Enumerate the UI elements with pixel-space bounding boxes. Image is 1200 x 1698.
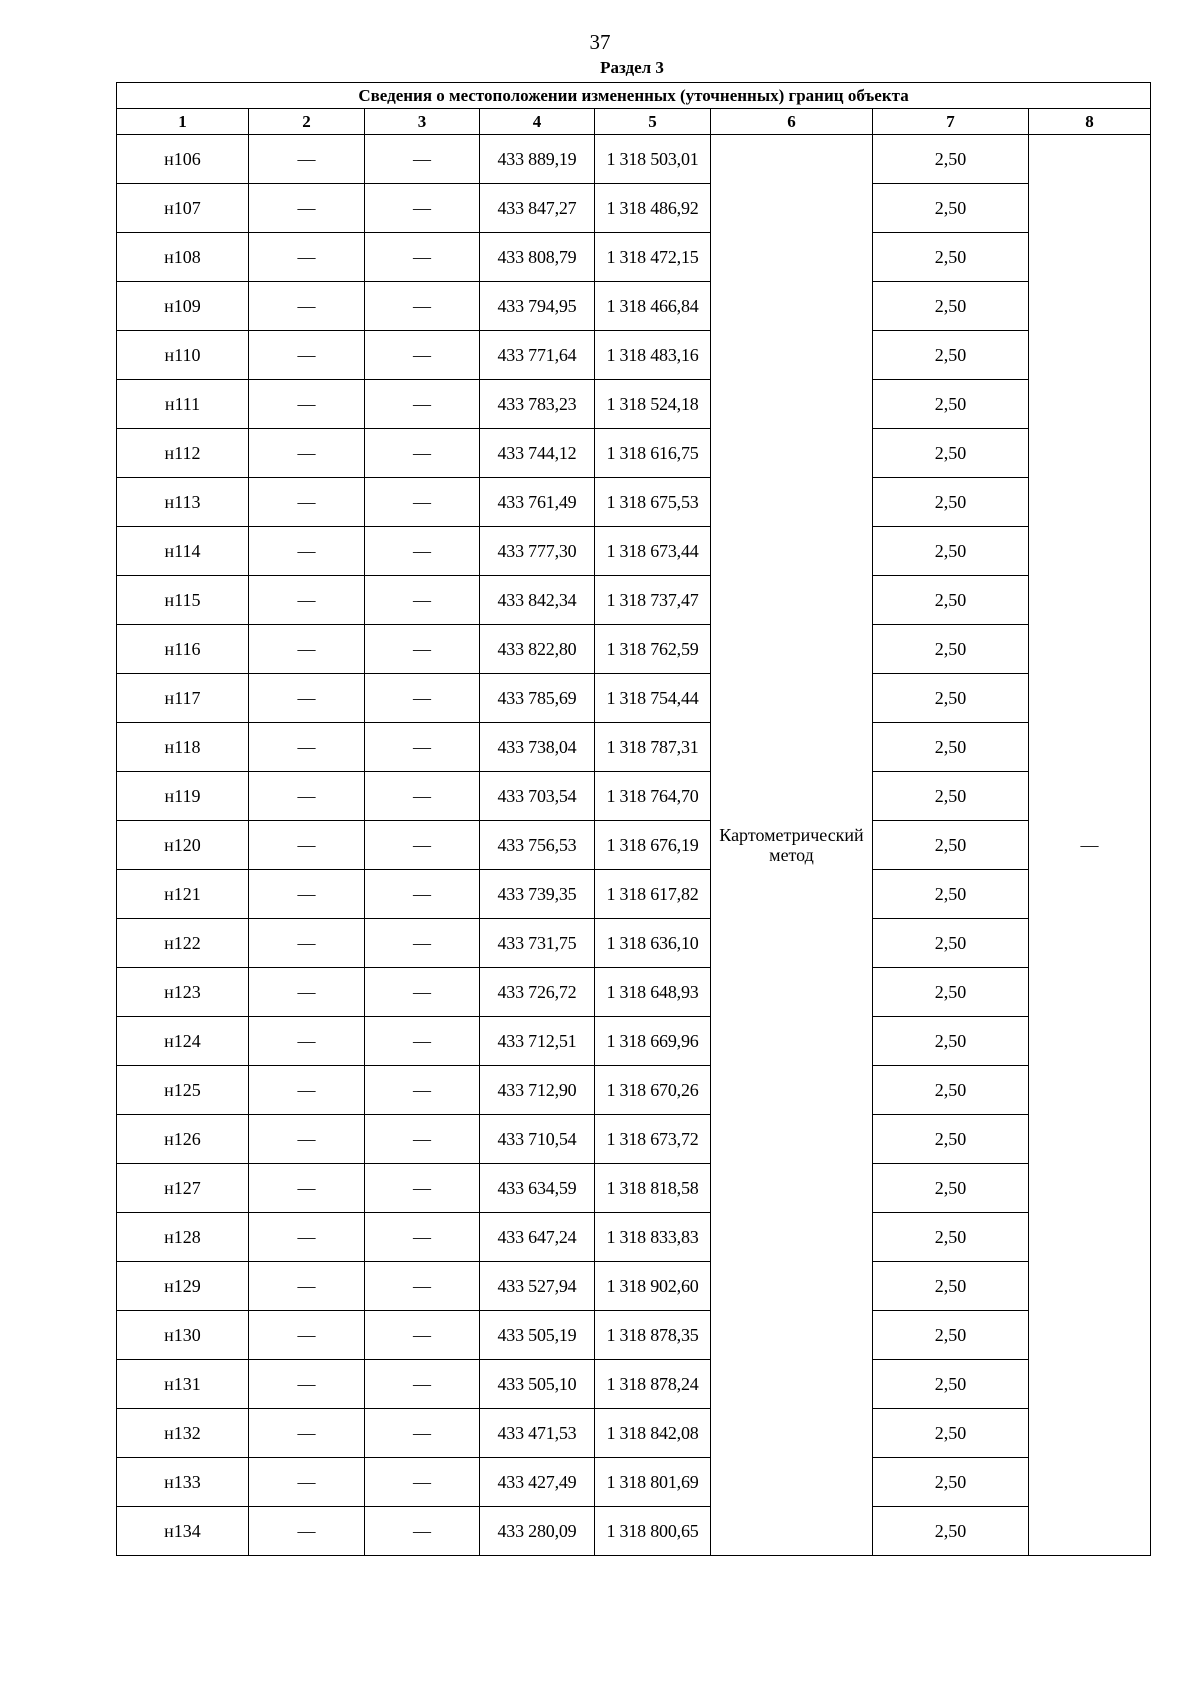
cell-col3: — [365,968,480,1017]
accuracy-value: 2,50 [873,1017,1029,1066]
point-number: н128 [117,1213,249,1262]
column-number: 7 [873,109,1029,135]
point-number: н111 [117,380,249,429]
accuracy-value: 2,50 [873,674,1029,723]
table-row [117,919,1151,968]
coordinate-x: 433 280,09 [480,1507,595,1556]
coordinate-y: 1 318 801,69 [595,1458,711,1507]
column-number: 4 [480,109,595,135]
table-row [117,576,1151,625]
coordinate-x: 433 771,64 [480,331,595,380]
accuracy-value: 2,50 [873,135,1029,184]
coordinate-y: 1 318 472,15 [595,233,711,282]
cell-col2: — [249,1262,365,1311]
point-number: н118 [117,723,249,772]
cell-col3: — [365,331,480,380]
table-row [117,1458,1151,1507]
coordinate-y: 1 318 842,08 [595,1409,711,1458]
coordinate-x: 433 842,34 [480,576,595,625]
cell-col2: — [249,674,365,723]
point-number: н116 [117,625,249,674]
coordinate-y: 1 318 833,83 [595,1213,711,1262]
table-row [117,772,1151,821]
coordinate-y: 1 318 762,59 [595,625,711,674]
column-number: 1 [117,109,249,135]
coordinate-x: 433 739,35 [480,870,595,919]
coordinate-y: 1 318 754,44 [595,674,711,723]
cell-col2: — [249,1213,365,1262]
cell-col3: — [365,1409,480,1458]
coordinate-x: 433 889,19 [480,135,595,184]
table-row [117,527,1151,576]
table-caption: Сведения о местоположении измененных (уточненных) границ объекта [117,83,1151,109]
coordinate-y: 1 318 902,60 [595,1262,711,1311]
cell-col3: — [365,576,480,625]
cell-col3: — [365,478,480,527]
boundary-table [116,82,1151,1556]
coordinate-y: 1 318 648,93 [595,968,711,1017]
table-row [117,1507,1151,1556]
point-number: н127 [117,1164,249,1213]
column-number: 2 [249,109,365,135]
cell-col3: — [365,527,480,576]
accuracy-value: 2,50 [873,968,1029,1017]
cell-col3: — [365,1458,480,1507]
coordinate-x: 433 777,30 [480,527,595,576]
accuracy-value: 2,50 [873,625,1029,674]
coordinate-x: 433 783,23 [480,380,595,429]
coordinate-x: 433 847,27 [480,184,595,233]
cell-col3: — [365,625,480,674]
coordinate-y: 1 318 670,26 [595,1066,711,1115]
cell-col2: — [249,233,365,282]
accuracy-value: 2,50 [873,1507,1029,1556]
cell-col3: — [365,1213,480,1262]
accuracy-value: 2,50 [873,1115,1029,1164]
column-number: 8 [1029,109,1151,135]
coordinate-y: 1 318 676,19 [595,821,711,870]
coordinate-y: 1 318 636,10 [595,919,711,968]
accuracy-value: 2,50 [873,576,1029,625]
cell-col3: — [365,821,480,870]
coordinate-y: 1 318 800,65 [595,1507,711,1556]
coordinate-x: 433 744,12 [480,429,595,478]
cell-col3: — [365,1262,480,1311]
coordinate-y: 1 318 483,16 [595,331,711,380]
accuracy-value: 2,50 [873,1066,1029,1115]
cell-col2: — [249,135,365,184]
coordinate-x: 433 808,79 [480,233,595,282]
section-title: Раздел 3 [600,58,664,77]
cell-col2: — [249,1360,365,1409]
coordinate-x: 433 738,04 [480,723,595,772]
cell-col8: — [1029,135,1151,1556]
table-row [117,870,1151,919]
accuracy-value: 2,50 [873,870,1029,919]
point-number: н123 [117,968,249,1017]
cell-col2: — [249,1066,365,1115]
table-row [117,821,1151,870]
point-number: н119 [117,772,249,821]
cell-col2: — [249,968,365,1017]
table-row [117,1213,1151,1262]
cell-col2: — [249,1507,365,1556]
point-number: н113 [117,478,249,527]
coordinate-x: 433 634,59 [480,1164,595,1213]
coordinate-x: 433 712,90 [480,1066,595,1115]
coordinate-x: 433 427,49 [480,1458,595,1507]
coordinate-x: 433 794,95 [480,282,595,331]
cell-col3: — [365,1017,480,1066]
cell-col3: — [365,1164,480,1213]
table-caption-row [117,83,1151,109]
coordinate-y: 1 318 878,35 [595,1311,711,1360]
table-row [117,674,1151,723]
cell-col2: — [249,527,365,576]
column-number: 3 [365,109,480,135]
point-number: н110 [117,331,249,380]
cell-col2: — [249,184,365,233]
coordinate-y: 1 318 673,44 [595,527,711,576]
table-row [117,429,1151,478]
cell-col3: — [365,1311,480,1360]
cell-col3: — [365,870,480,919]
table-row [117,1164,1151,1213]
accuracy-value: 2,50 [873,527,1029,576]
coordinate-y: 1 318 764,70 [595,772,711,821]
accuracy-value: 2,50 [873,1409,1029,1458]
point-number: н126 [117,1115,249,1164]
table-row [117,1017,1151,1066]
table-row [117,1115,1151,1164]
cell-col2: — [249,1458,365,1507]
table-row [117,625,1151,674]
cell-col2: — [249,1017,365,1066]
cell-col3: — [365,184,480,233]
table-row [117,282,1151,331]
coordinate-x: 433 731,75 [480,919,595,968]
accuracy-value: 2,50 [873,282,1029,331]
cell-col2: — [249,1311,365,1360]
coordinate-x: 433 647,24 [480,1213,595,1262]
cell-col2: — [249,723,365,772]
cell-col3: — [365,135,480,184]
accuracy-value: 2,50 [873,772,1029,821]
coordinate-x: 433 471,53 [480,1409,595,1458]
coordinate-y: 1 318 466,84 [595,282,711,331]
cell-col2: — [249,478,365,527]
coordinate-x: 433 527,94 [480,1262,595,1311]
coordinate-x: 433 710,54 [480,1115,595,1164]
cell-col3: — [365,1507,480,1556]
cell-col2: — [249,772,365,821]
point-number: н130 [117,1311,249,1360]
accuracy-value: 2,50 [873,331,1029,380]
cell-col3: — [365,1066,480,1115]
cell-col2: — [249,429,365,478]
point-number: н121 [117,870,249,919]
table-row [117,1066,1151,1115]
table-row [117,478,1151,527]
coordinate-y: 1 318 486,92 [595,184,711,233]
table-row [117,1409,1151,1458]
point-number: н122 [117,919,249,968]
coordinate-x: 433 505,10 [480,1360,595,1409]
cell-col2: — [249,380,365,429]
coordinate-x: 433 726,72 [480,968,595,1017]
table-row [117,968,1151,1017]
coordinate-y: 1 318 503,01 [595,135,711,184]
coordinate-y: 1 318 737,47 [595,576,711,625]
cell-col3: — [365,1360,480,1409]
point-number: н115 [117,576,249,625]
point-number: н114 [117,527,249,576]
cell-col2: — [249,919,365,968]
accuracy-value: 2,50 [873,919,1029,968]
cell-col3: — [365,429,480,478]
accuracy-value: 2,50 [873,429,1029,478]
cell-col2: — [249,282,365,331]
point-number: н107 [117,184,249,233]
table-row [117,184,1151,233]
coordinate-x: 433 785,69 [480,674,595,723]
accuracy-value: 2,50 [873,821,1029,870]
table-row [117,331,1151,380]
table-row [117,1360,1151,1409]
accuracy-value: 2,50 [873,1164,1029,1213]
cell-col3: — [365,919,480,968]
coordinate-x: 433 761,49 [480,478,595,527]
cell-col3: — [365,1115,480,1164]
accuracy-value: 2,50 [873,1458,1029,1507]
column-number-row [117,109,1151,135]
accuracy-value: 2,50 [873,1213,1029,1262]
accuracy-value: 2,50 [873,1360,1029,1409]
coordinate-y: 1 318 787,31 [595,723,711,772]
table-row [117,1311,1151,1360]
accuracy-value: 2,50 [873,233,1029,282]
coordinate-y: 1 318 617,82 [595,870,711,919]
cell-col3: — [365,282,480,331]
point-number: н106 [117,135,249,184]
column-number: 5 [595,109,711,135]
cell-col2: — [249,1164,365,1213]
cell-col3: — [365,723,480,772]
point-number: н109 [117,282,249,331]
coordinate-x: 433 756,53 [480,821,595,870]
table-row [117,1262,1151,1311]
cell-col2: — [249,625,365,674]
coordinate-y: 1 318 675,53 [595,478,711,527]
accuracy-value: 2,50 [873,1311,1029,1360]
cell-col2: — [249,1409,365,1458]
cell-col2: — [249,331,365,380]
coordinate-y: 1 318 673,72 [595,1115,711,1164]
coordinate-x: 433 822,80 [480,625,595,674]
accuracy-value: 2,50 [873,478,1029,527]
coordinate-y: 1 318 616,75 [595,429,711,478]
accuracy-value: 2,50 [873,723,1029,772]
cell-col3: — [365,233,480,282]
point-number: н125 [117,1066,249,1115]
table-row [117,233,1151,282]
column-number: 6 [711,109,873,135]
coordinate-y: 1 318 524,18 [595,380,711,429]
point-number: н124 [117,1017,249,1066]
cell-col3: — [365,674,480,723]
table-row [117,380,1151,429]
point-number: н108 [117,233,249,282]
accuracy-value: 2,50 [873,380,1029,429]
cell-col2: — [249,870,365,919]
cell-col3: — [365,380,480,429]
cell-col2: — [249,1115,365,1164]
point-number: н120 [117,821,249,870]
point-number: н129 [117,1262,249,1311]
coordinate-x: 433 703,54 [480,772,595,821]
coordinate-x: 433 505,19 [480,1311,595,1360]
point-number: н117 [117,674,249,723]
point-number: н133 [117,1458,249,1507]
accuracy-value: 2,50 [873,1262,1029,1311]
table-row [117,135,1151,184]
point-number: н112 [117,429,249,478]
table-row [117,723,1151,772]
page-number: 37 [589,30,611,54]
cell-col2: — [249,576,365,625]
coordinate-y: 1 318 669,96 [595,1017,711,1066]
coordinate-y: 1 318 878,24 [595,1360,711,1409]
cell-col3: — [365,772,480,821]
point-number: н134 [117,1507,249,1556]
method-cell: Картометрический метод [711,135,873,1556]
coordinate-y: 1 318 818,58 [595,1164,711,1213]
point-number: н131 [117,1360,249,1409]
cell-col2: — [249,821,365,870]
accuracy-value: 2,50 [873,184,1029,233]
point-number: н132 [117,1409,249,1458]
coordinate-x: 433 712,51 [480,1017,595,1066]
